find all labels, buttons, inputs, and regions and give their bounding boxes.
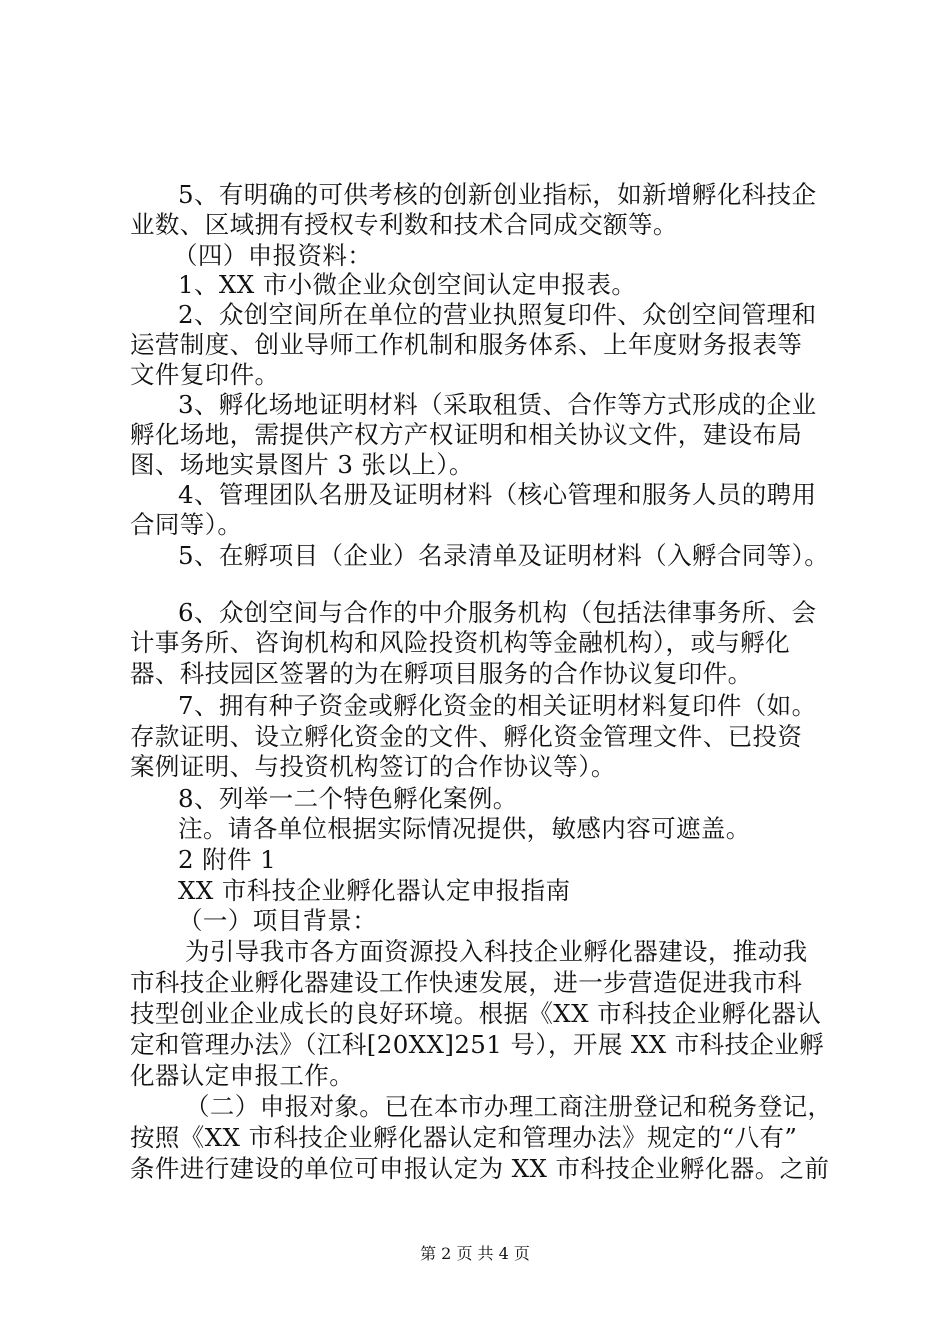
text-line: 2、众创空间所在单位的营业执照复印件、众创空间管理和 [178,300,817,329]
text-line: 为引导我市各方面资源投入科技企业孵化器建设，推动我 [185,937,808,966]
text-line: 1、XX 市小微企业众创空间认定申报表。 [178,270,637,299]
text-line: 定和管理办法》（江科[20XX]251 号），开展 XX 市科技企业孵 [130,1030,825,1059]
text-line: 运营制度、创业导师工作机制和服务体系、上年度财务报表等 [130,330,803,359]
text-line: 5、在孵项目（企业）名录清单及证明材料（入孵合同等）。 [178,541,830,570]
text-line: 技型创业企业成长的良好环境。根据《XX 市科技企业孵化器认 [130,999,822,1028]
text-line: 合同等）。 [130,510,243,539]
text-line: 3、孵化场地证明材料（采取租赁、合作等方式形成的企业 [178,390,817,419]
text-line: 8、列举一二个特色孵化案例。 [178,784,518,813]
page-footer: 第 2 页 共 4 页 [420,1244,530,1263]
text-line: 存款证明、设立孵化资金的文件、孵化资金管理文件、已投资 [130,722,803,751]
text-line: 业数、区域拥有授权专利数和技术合同成交额等。 [130,210,678,239]
text-line: 化器认定申报工作。 [130,1061,355,1090]
section-heading: （二）申报对象。已在本市办理工商注册登记和税务登记， [185,1092,833,1121]
text-line: 计事务所、咨询机构和风险投资机构等金融机构），或与孵化 [130,628,791,657]
text-line: 7、拥有种子资金或孵化资金的相关证明材料复印件（如。 [178,691,817,720]
text-line: 孵化场地，需提供产权方产权证明和相关协议文件，建设布局 [130,420,803,449]
text-line: 案例证明、与投资机构签订的合作协议等）。 [130,752,616,781]
section-heading: （四）申报资料： [173,241,373,270]
attachment-label: 2 附件 1 [178,845,277,874]
text-line: 图、场地实景图片 3 张以上）。 [130,450,474,479]
text-line: 4、管理团队名册及证明材料（核心管理和服务人员的聘用 [178,480,817,509]
document-title: XX 市科技企业孵化器认定申报指南 [178,876,571,905]
section-heading: （一）项目背景： [178,906,378,935]
text-line: 按照《XX 市科技企业孵化器认定和管理办法》规定的“八有” [130,1123,798,1152]
text-line: 条件进行建设的单位可申报认定为 XX 市科技企业孵化器。之前 [130,1154,830,1183]
text-line: 注。请各单位根据实际情况提供，敏感内容可遮盖。 [178,814,751,843]
text-line: 市科技企业孵化器建设工作快速发展，进一步营造促进我市科 [130,968,803,997]
text-line: 6、众创空间与合作的中介服务机构（包括法律事务所、会 [178,598,817,627]
text-line: 5、有明确的可供考核的创新创业指标，如新增孵化科技企 [178,180,817,209]
text-line: 器、科技园区签署的为在孵项目服务的合作协议复印件。 [130,659,753,688]
text-line: 文件复印件。 [130,360,280,389]
